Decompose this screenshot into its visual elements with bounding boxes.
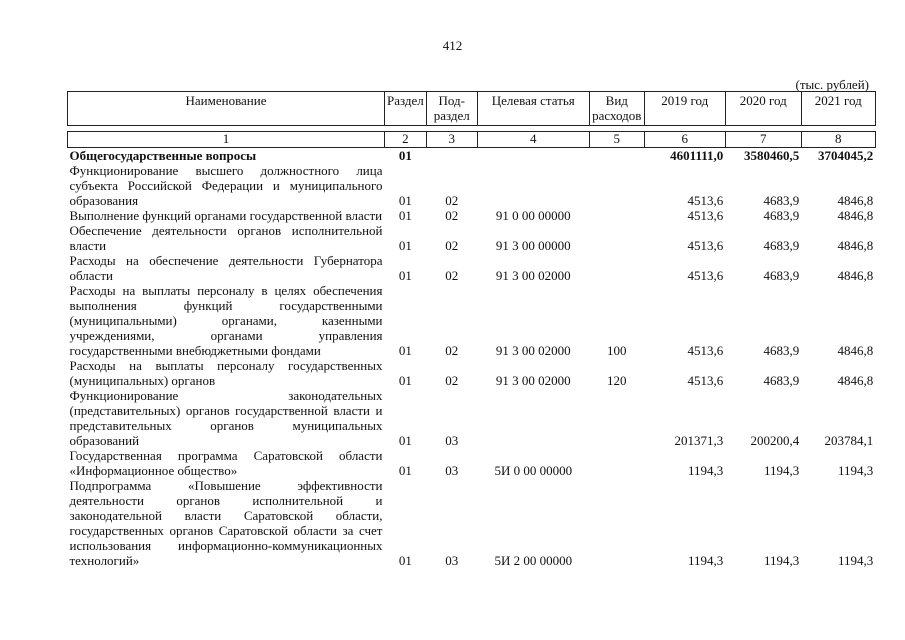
table-row [68,208,876,223]
row-target: 91 3 00 02000 [495,268,571,283]
row-value-2021: 203784,1 [824,433,874,448]
row-value-2019: 1194,3 [688,553,724,568]
row-target [477,163,589,208]
budget-table [67,91,876,568]
row-subsection: 02 [445,343,459,358]
row-subsection [426,148,477,164]
row-subsection: 02 [445,208,459,223]
page-number: 412 [442,38,463,53]
row-name: Расходы на выплаты персоналу государственных (муниципальных) органов [69,358,383,388]
row-subsection: 03 [445,553,459,568]
row-section: 01 [398,238,412,253]
row-value-2020: 4683,9 [763,343,800,358]
row-target [477,388,589,448]
row-value-2019: 4513,6 [687,238,724,253]
row-target: 5И 2 00 00000 [494,553,573,568]
row-expense-type [589,388,644,448]
row-value-2019: 4513,6 [687,343,724,358]
row-value-2021: 4846,8 [837,373,874,388]
row-section: 01 [398,148,412,163]
row-section: 01 [398,373,412,388]
row-expense-type: 100 [607,343,627,358]
header-2020: 2020 год [725,92,801,126]
row-name: Выполнение функций органами государственной власти [69,208,383,223]
row-value-2019: 4601111,0 [670,148,724,163]
row-expense-type [589,208,644,223]
row-value-2020: 4683,9 [763,193,800,208]
row-section: 01 [398,193,412,208]
column-number-row [68,132,876,148]
column-number: 7 [725,132,801,148]
table-row [68,223,876,253]
row-value-2020: 4683,9 [763,208,800,223]
column-number: 8 [801,132,875,148]
header-2019: 2019 год [644,92,725,126]
row-subsection: 02 [445,373,459,388]
row-expense-type [589,148,644,164]
row-expense-type: 120 [607,373,627,388]
row-value-2021: 4846,8 [837,343,874,358]
row-expense-type [589,448,644,478]
table-row [68,358,876,388]
row-value-2020: 4683,9 [763,268,800,283]
table-row [68,283,876,358]
row-value-2021: 4846,8 [837,268,874,283]
row-value-2019: 201371,3 [674,433,724,448]
row-name: Подпрограмма «Повышение эффективности деятельности органов исполнительной и законодательной власти Саратовской области, государственных органов Саратовской области за счет использования информационно-коммуникационных технологий» [69,478,383,568]
row-target: 91 0 00 00000 [495,208,571,223]
row-value-2019: 4513,6 [687,373,724,388]
row-expense-type [589,223,644,253]
table-row [68,163,876,208]
row-name: Расходы на обеспечение деятельности Губернатора области [69,253,383,283]
row-value-2020: 3580460,5 [744,148,800,163]
units-label: (тыс. рублей) [795,77,869,92]
row-target: 91 3 00 02000 [495,373,571,388]
row-value-2021: 1194,3 [838,463,874,478]
row-value-2020: 200200,4 [750,433,800,448]
column-number: 1 [68,132,385,148]
table-row [68,388,876,448]
row-name: Расходы на выплаты персоналу в целях обеспечения выполнения функций государственными (муниципальными) органами, казенными учреждениями, органами управления государственными внебюджетными фондами [69,283,383,358]
row-value-2019: 1194,3 [688,463,724,478]
row-expense-type [589,253,644,283]
row-name: Функционирование высшего должностного лица субъекта Российской Федерации и муниципального образования [69,163,383,208]
table-row [68,478,876,568]
row-section: 01 [398,553,412,568]
table-row [68,253,876,283]
row-value-2020: 1194,3 [764,463,800,478]
row-subsection: 03 [445,463,459,478]
row-section: 01 [398,268,412,283]
row-value-2019: 4513,6 [687,193,724,208]
row-expense-type [589,163,644,208]
header-section: Раздел [385,92,427,126]
row-target: 91 3 00 00000 [495,238,571,253]
header-target: Целевая статья [477,92,589,126]
table-body [68,148,876,569]
row-target [477,148,589,164]
header-2021: 2021 год [801,92,875,126]
row-name: Обеспечение деятельности органов исполнительной власти [69,223,383,253]
row-value-2021: 3704045,2 [818,148,874,163]
row-name: Общегосударственные вопросы [69,148,257,163]
column-number: 4 [477,132,589,148]
column-number: 3 [426,132,477,148]
row-section: 01 [398,208,412,223]
row-value-2020: 4683,9 [763,238,800,253]
row-target: 5И 0 00 00000 [494,463,573,478]
row-subsection: 02 [445,268,459,283]
column-number: 6 [644,132,725,148]
row-value-2020: 1194,3 [764,553,800,568]
row-value-2021: 4846,8 [837,193,874,208]
row-section: 01 [398,463,412,478]
row-value-2021: 4846,8 [837,208,874,223]
row-subsection: 02 [445,238,459,253]
row-value-2021: 1194,3 [838,553,874,568]
row-expense-type [589,478,644,568]
header-row [68,92,876,126]
row-value-2020: 4683,9 [763,373,800,388]
header-subsection: Под-раздел [426,92,477,126]
row-section: 01 [398,343,412,358]
row-subsection: 03 [445,433,459,448]
row-value-2019: 4513,6 [687,208,724,223]
column-number: 2 [385,132,427,148]
row-value-2021: 4846,8 [837,238,874,253]
table-row [68,448,876,478]
header-name: Наименование [68,92,385,126]
row-name: Функционирование законодательных (представительных) органов государственной власти и представительных органов муниципальных образований [69,388,383,448]
row-value-2019: 4513,6 [687,268,724,283]
row-name: Государственная программа Саратовской области «Информационное общество» [69,448,383,478]
header-expense-type: Вид расходов [589,92,644,126]
row-subsection: 02 [445,193,459,208]
column-number: 5 [589,132,644,148]
row-section: 01 [398,433,412,448]
row-target: 91 3 00 02000 [495,343,571,358]
table-row [68,148,876,164]
